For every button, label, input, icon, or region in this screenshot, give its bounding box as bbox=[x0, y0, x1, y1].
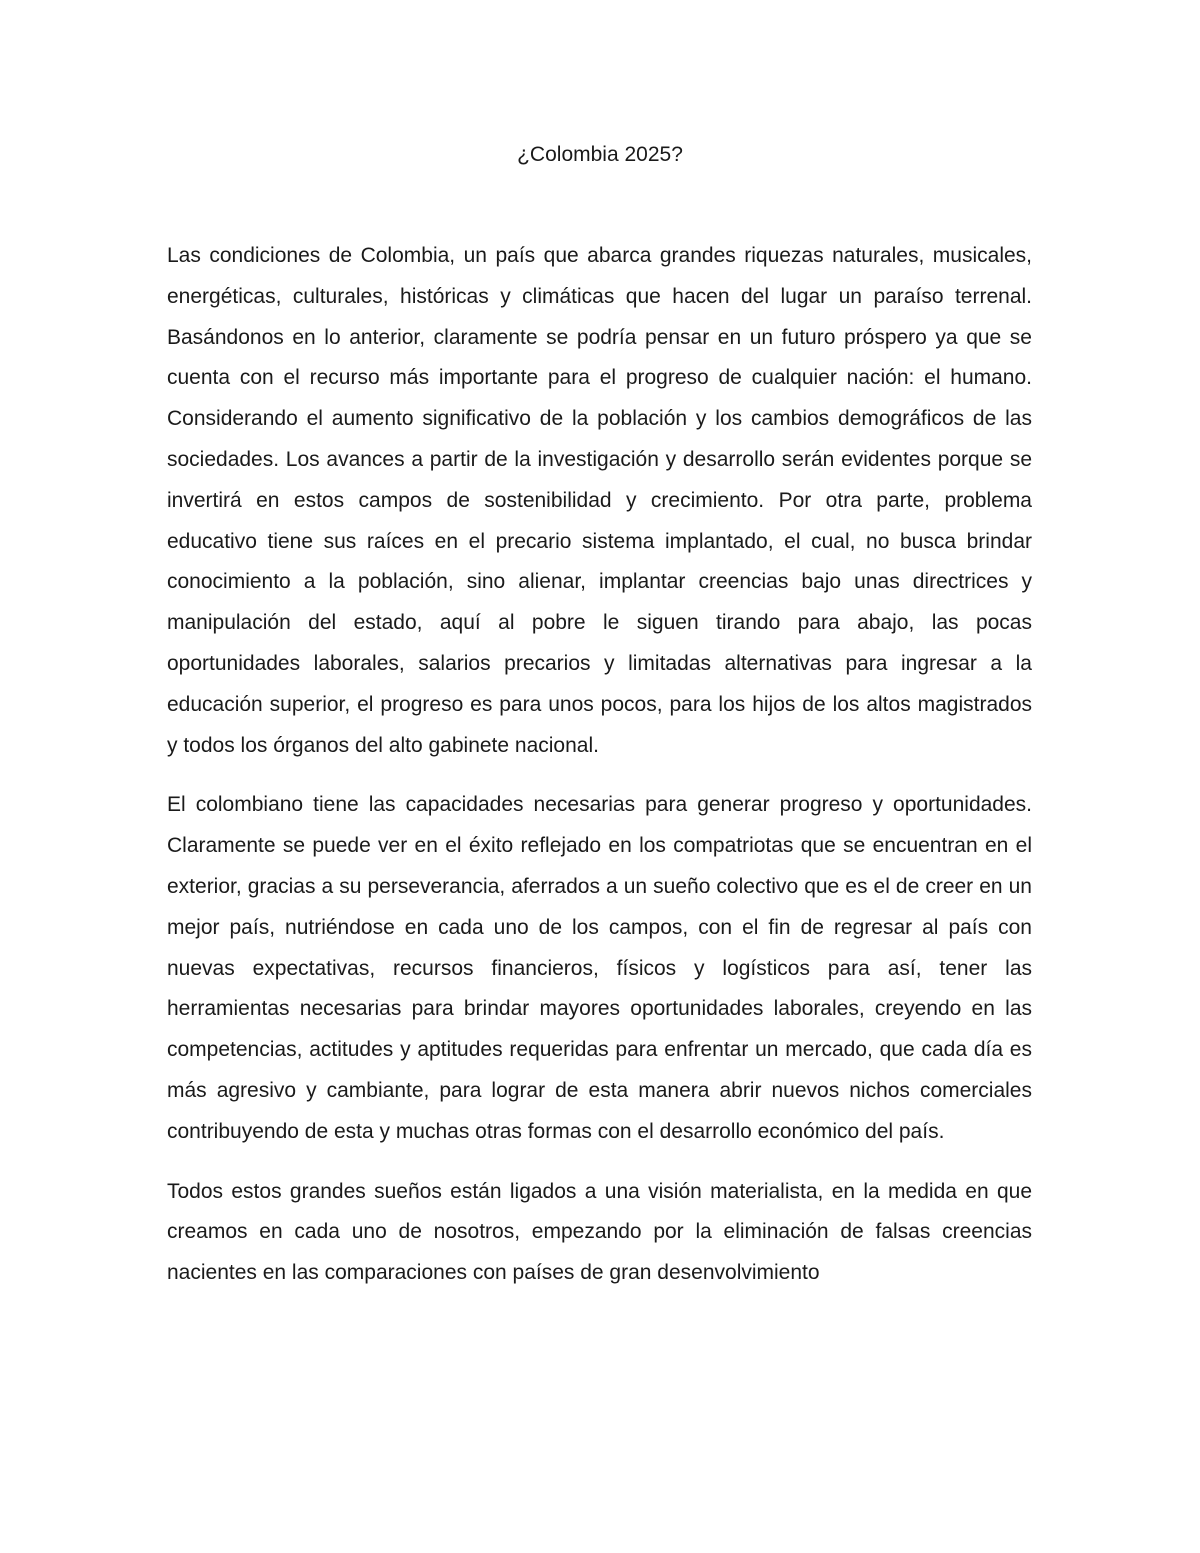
document-body bbox=[167, 236, 1032, 1313]
paragraph-3: Todos estos grandes sueños están ligados a una visión materialista, en la medida en que creamos en cada uno de nosotros, empezando por la eliminación de falsas creencias nacientes en las comparaciones con países de gran desenvolvimiento bbox=[167, 1179, 1032, 1285]
paragraph-2: El colombiano tiene las capacidades necesarias para generar progreso y oportunidades. Claramente se puede ver en el éxito reflejado en los compatriotas que se encuentran en el exterior, gracias a su perseverancia, aferrados a un sueño colectivo que es el de creer en un mejor país, nutriéndose en cada uno de los campos, con el fin de regresar al país con nuevas expectativas, recursos financieros, físicos y logísticos para así, tener las herramientas necesarias para brindar mayores oportunidades laborales, creyendo en las competencias, actitudes y aptitudes requeridas para enfrentar un mercado, que cada día es más agresivo y cambiante, para lograr de esta manera abrir nuevos nichos comerciales contribuyendo de esta y muchas otras formas con el desarrollo económico del país. bbox=[167, 793, 1032, 1143]
paragraph-1: Las condiciones de Colombia, un país que abarca grandes riquezas naturales, musicales, energéticas, culturales, históricas y climáticas que hacen del lugar un paraíso terrenal. Basándonos en lo anterior, claramente se podría pensar en un futuro próspero ya que se cuenta con el recurso más importante para el progreso de cualquier nación: el humano. Considerando el aumento significativo de la población y los cambios demográficos de las sociedades. Los avances a partir de la investigación y desarrollo serán evidentes porque se invertirá en estos campos de sostenibilidad y crecimiento. Por otra parte, problema educativo tiene sus raíces en el precario sistema implantado, el cual, no busca brindar conocimiento a la población, sino alienar, implantar creencias bajo unas directrices y manipulación del estado, aquí al pobre le siguen tirando para abajo, las pocas oportunidades laborales, salarios precarios y limitadas alternativas para ingresar a la educación superior, el progreso es para unos pocos, para los hijos de los altos magistrados y todos los órganos del alto gabinete nacional. bbox=[167, 244, 1032, 757]
document-title: ¿Colombia 2025? bbox=[517, 143, 683, 166]
